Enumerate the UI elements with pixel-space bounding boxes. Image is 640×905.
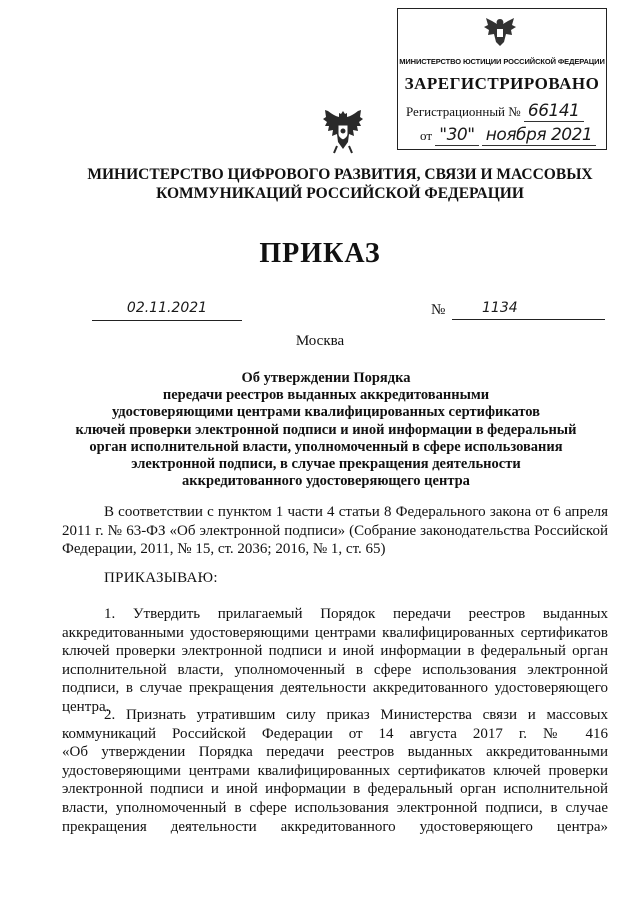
paragraph-line: «Об утверждении Порядка передачи реестров выданных аккредитованными [62,744,608,761]
paragraph-line: подписи, в случае прекращения деятельности аккредитованного удостоверяющего [62,680,608,697]
paragraph-line: исполнительной власти, уполномоченный в сфере использования электронной [62,661,608,678]
paragraph-line: электронной подписи и иной информации в федеральный орган исполнительной [62,781,608,798]
subject-line: аккредитованного удостоверяющего центра [182,473,470,490]
subject-line: электронной подписи, в случае прекращения деятельности [131,456,521,473]
paragraph-line: 2011 г. № 63-ФЗ «Об электронной подписи» (Собрание законодательства Российской [62,522,608,539]
item-2-paragraph [62,706,608,836]
eagle-emblem-icon [480,15,520,49]
stamp-date-day: "30" [435,125,478,146]
city: Москва [295,333,345,349]
stamp-registered: ЗАРЕГИСТРИРОВАНО [404,74,600,93]
preamble-paragraph [62,503,608,559]
paragraph-line: аккредитованными удостоверяющими центрами квалифицированных сертификатов [62,624,608,641]
number-label: № [431,302,446,318]
subject-line: Об утверждении Порядка [241,370,411,386]
stamp-reg-number: 66141 [524,101,584,122]
header-line-2: КОММУНИКАЦИЙ РОССИЙСКОЙ ФЕДЕРАЦИИ [156,185,524,202]
paragraph-line: 2. Признать утратившим силу приказ Министерства связи и массовых [104,707,608,723]
stamp-registration-line [406,101,584,122]
stamp-date-rest: ноября 2021 [482,125,596,146]
subject-line: орган исполнительной власти, уполномоченный в сфере использования [89,438,563,455]
item-1-paragraph [62,605,608,717]
stamp-date-line [420,125,596,146]
paragraph-line: коммуникаций Российской Федерации от 14 августа 2017 г. № 416 [62,725,608,742]
document-title: ПРИКАЗ [259,238,381,269]
paragraph-line: прекращения деятельности аккредитованного удостоверяющего центра» [62,818,608,835]
ministry-header [60,165,620,203]
subject-line: ключей проверки электронной подписи и иной информации в федеральный [75,421,577,438]
order-number: 1134 [452,300,605,320]
paragraph-line: Федерации, 2011, № 15, ст. 2036; 2016, № 1, ст. 65) [62,541,386,558]
stamp-date-prefix: от [420,128,433,143]
order-date: 02.11.2021 [92,300,242,321]
paragraph-line: удостоверяющими центрами квалифицированных сертификатов ключей проверки [62,762,608,779]
paragraph-line: центра. [62,698,110,715]
order-subject [62,370,590,490]
header-line-1: МИНИСТЕРСТВО ЦИФРОВОГО РАЗВИТИЯ, СВЯЗИ И МАССОВЫХ [87,166,593,183]
subject-line: удостоверяющими центрами квалифицированных сертификатов [111,404,541,421]
coat-of-arms-icon [320,108,366,156]
paragraph-line: власти, уполномоченный в сфере использования электронной подписи, в случае [62,799,608,816]
stamp-reg-label: Регистрационный № [406,104,521,119]
stamp-ministry: МИНИСТЕРСТВО ЮСТИЦИИ РОССИЙСКОЙ ФЕДЕРАЦИИ [399,57,605,66]
subject-line: передачи реестров выданных аккредитованными [162,387,490,404]
registration-stamp [397,8,607,150]
paragraph-line: В соответствии с пунктом 1 части 4 статьи 8 Федерального закона от 6 апреля [104,504,608,520]
orders-label: ПРИКАЗЫВАЮ: [104,570,218,586]
paragraph-line: ключей проверки электронной подписи и иной информации в федеральный орган [62,643,608,660]
paragraph-line: 1. Утвердить прилагаемый Порядок передачи реестров выданных [104,606,608,622]
